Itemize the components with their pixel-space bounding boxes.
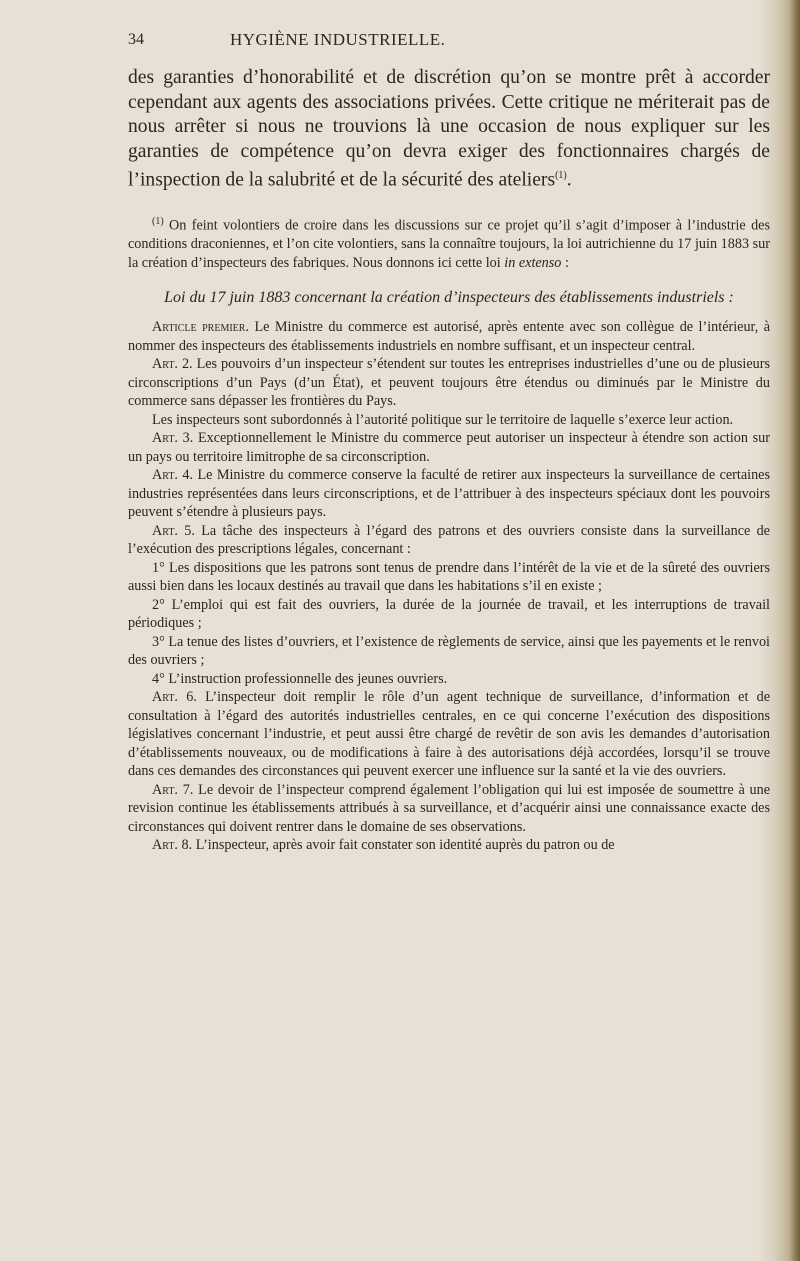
article-label: Art. 8. bbox=[152, 837, 193, 854]
running-head bbox=[128, 28, 770, 58]
law-article-continuation bbox=[128, 411, 770, 430]
article-text: Le devoir de l’inspecteur comprend également l’obligation qui lui est imposée de soumettre à une revision continue les établissements attribués à sa surveillance, et d’acquérir ainsi une connaissance exacte des circonstances qui doivent rentrer dans le domaine de ses observations. bbox=[128, 781, 770, 835]
law-article bbox=[128, 781, 770, 837]
article-text: 3° La tenue des listes d’ouvriers, et l’existence de règlements de service, ainsi que les payements et le renvoi des ouvriers ; bbox=[128, 633, 770, 669]
article-label: Art. 4. bbox=[152, 467, 194, 484]
footnote-marker: (1) bbox=[152, 216, 164, 228]
article-text: 1° Les dispositions que les patrons sont tenus de prendre dans l’intérêt de la vie et de la sûreté des ouvriers aussi bien dans les locaux destinés au travail que dans les habitations s’il en existe ; bbox=[128, 559, 770, 595]
footnote-body: On feint volontiers de croire dans les discussions sur ce projet qu’il s’agit d’imposer à l’industrie des conditions draconiennes, et l’on cite volontiers, sans la connaître toujours, la loi autrichienne du 17 juin 1883 sur la création d’inspecteurs des fabriques. Nous donnons ici cette loi bbox=[128, 217, 770, 271]
footnote-text bbox=[128, 213, 770, 272]
law-article bbox=[128, 318, 770, 355]
law-article bbox=[128, 466, 770, 522]
article-text: Le Ministre du commerce est autorisé, après entente avec son collègue de l’intérieur, à nommer des inspecteurs des établissements industriels en nombre suffisant, et un inspecteur central. bbox=[128, 319, 771, 354]
law-article bbox=[128, 355, 770, 411]
law-article bbox=[128, 429, 770, 466]
law-article bbox=[128, 836, 770, 855]
paragraph-text: des garanties d’honorabilité et de discrétion qu’on se montre prêt à accorder cependant aux agents des associations privées. Cette critique ne mériterait pas de nous arrêter si nous ne trouvions là une occasion de nous expliquer sur les garanties de compétence qu’on devra exiger des fonctionnaires chargés de l’inspection de la salubrité et de la sécurité des ateliers bbox=[128, 67, 770, 191]
law-article-item bbox=[128, 670, 770, 689]
article-label: Art. 6. bbox=[152, 689, 197, 706]
footnote bbox=[128, 213, 770, 855]
article-text: La tâche des inspecteurs à l’égard des patrons et des ouvriers consiste dans la surveillance de l’exécution des prescriptions légales, concernant : bbox=[128, 522, 770, 558]
law-article-item bbox=[128, 559, 770, 596]
article-text: Exceptionnellement le Ministre du commerce peut autoriser un inspecteur à étendre son action sur un pays ou territoire limitrophe de sa circonscription. bbox=[128, 430, 770, 465]
footnote-in-extenso: in extenso bbox=[504, 254, 562, 271]
paragraph-end: . bbox=[566, 169, 572, 191]
footnote-reference: (1) bbox=[555, 170, 567, 181]
article-text: Le Ministre du commerce conserve la faculté de retirer aux inspecteurs la surveillance de certaines industries représentées dans leurs circonscriptions, et de l’attribuer à des inspecteurs spéciaux dont les pouvoirs peuvent s’étendre à plusieurs pays. bbox=[128, 467, 770, 521]
law-article bbox=[128, 522, 770, 559]
law-title: Loi du 17 juin 1883 concernant la création d’inspecteurs des établissements industriels : bbox=[164, 289, 734, 307]
page-number: 34 bbox=[128, 31, 144, 48]
article-label: Art. 5. bbox=[152, 522, 195, 539]
law-article-item bbox=[128, 596, 770, 633]
article-label: Art. 3. bbox=[152, 430, 194, 447]
footnote-colon: : bbox=[561, 254, 569, 271]
article-text: Les pouvoirs d’un inspecteur s’étendent sur toutes les entreprises industrielles d’une ou de plusieurs circonscriptions d’un Pays (d’un État), et peuvent toujours être étendus ou diminués par le Ministre du commerce sans dépasser les frontières du Pays. bbox=[128, 356, 770, 410]
book-page bbox=[128, 28, 770, 855]
article-text: Les inspecteurs sont subordonnés à l’autorité politique sur le territoire de laquelle s’exerce leur action. bbox=[152, 411, 734, 428]
law-article-item bbox=[128, 633, 770, 670]
article-text: L’inspecteur doit remplir le rôle d’un agent technique de surveillance, d’information et de consultation à l’égard des autorités industrielles centrales, en ce qui concerne l’exécution des dispositions législatives concernant l’industrie, et peut aussi être chargé de revêtir de son avis les demandes d’autorisation d’établissements nouveaux, ou de modifications à faire à des autorisations déjà accordées, lorsqu’il se trouve dans ces demandes des circonstances qui peuvent exercer une influence sur la santé et la vie des ouvriers. bbox=[128, 689, 770, 780]
article-label: Article premier. bbox=[152, 319, 249, 336]
article-label: Art. 2. bbox=[152, 356, 193, 373]
article-text: 2° L’emploi qui est fait des ouvriers, la durée de la journée de travail, et les interruptions de travail périodiques ; bbox=[128, 596, 770, 632]
main-paragraph bbox=[128, 66, 770, 193]
law-article bbox=[128, 688, 770, 781]
running-title: HYGIÈNE INDUSTRIELLE. bbox=[230, 30, 446, 49]
article-text: L’inspecteur, après avoir fait constater son identité auprès du patron ou de bbox=[192, 837, 615, 854]
article-label: Art. 7. bbox=[152, 781, 194, 798]
article-text: 4° L’instruction professionnelle des jeunes ouvriers. bbox=[152, 670, 448, 687]
law-articles bbox=[128, 318, 770, 855]
